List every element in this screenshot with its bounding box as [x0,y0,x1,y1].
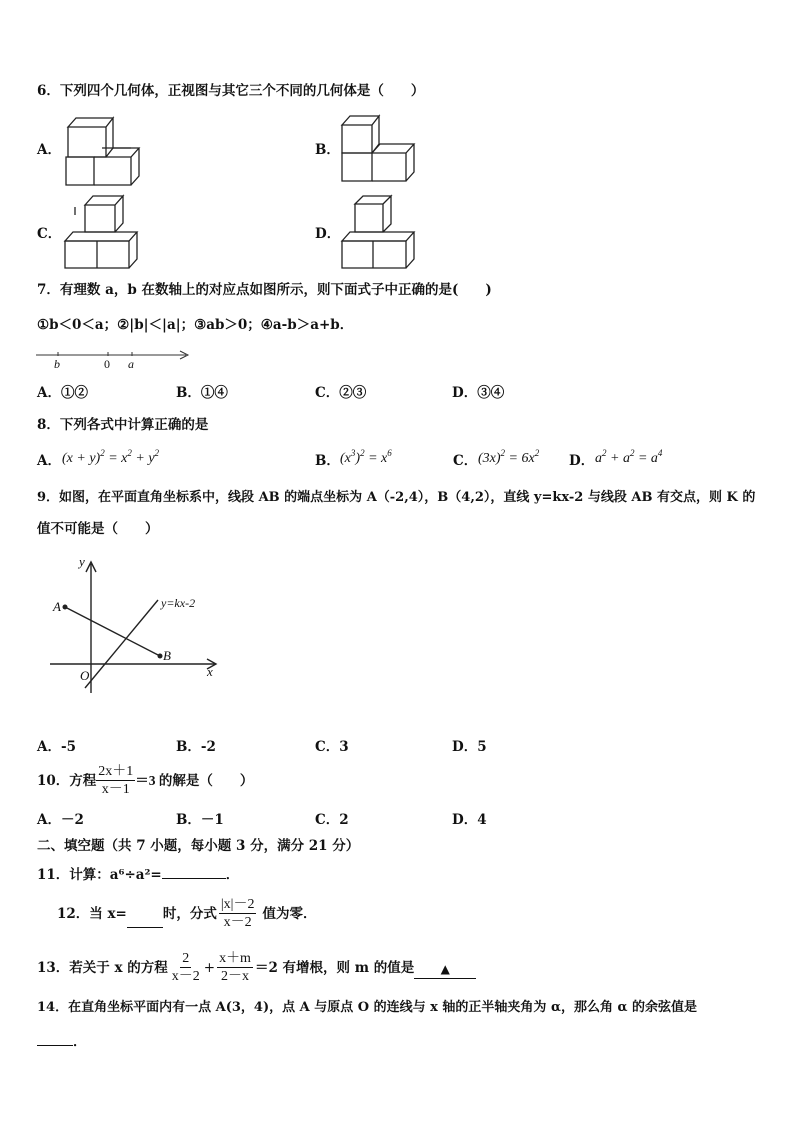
q8-stem: 8．下列各式中计算正确的是 [37,417,209,433]
q11: 11．计算：a⁶÷a²= ． [37,864,239,884]
q8-option-c-label: C． [453,453,478,469]
q6-option-a-label: A． [37,142,61,158]
section-2-heading: 二、填空题（共 7 小题，每小题 3 分，满分 21 分） [37,838,360,854]
q9-x-label: x [207,664,213,679]
q9-origin-label: O [80,668,90,683]
q7-option-c: C．②③ [315,385,367,401]
q11-answer-blank [162,864,226,879]
q9-stem-line1: 9．如图，在平面直角坐标系中，线段 AB 的端点坐标为 A（-2,4），B（4,2），直线 y=kx-2 与线段 AB 有交点，则 K 的 [37,490,756,505]
q7-number-line [36,348,196,374]
q8-option-b-expr: $(x^3)^2 = x^6$ [340,448,392,466]
q6-figure-b [342,115,422,185]
q12-answer-blank [127,913,163,928]
q13-fraction-2: $\frac{x+m}{2-x}$ [219,951,251,984]
q7-label-b: b [54,357,60,371]
q14-answer-blank [37,1031,73,1046]
q7-option-d: D．③④ [452,385,505,401]
q8-option-b-label: B． [315,453,340,469]
q9-coordinate-figure [50,558,225,693]
q9-point-b-label: B [163,648,171,663]
q8-option-c-expr: $(3x)^2 = 6x^2$ [478,448,540,466]
q9-option-c: C．3 [315,739,349,755]
q8-option-d-expr: $a^2 + a^2 = a^4$ [595,448,663,466]
q6-figure-d [342,195,422,269]
q6-option-d-label: D． [315,226,341,242]
q6-figure-c [65,195,145,271]
q10-option-a: A．－2 [37,812,84,828]
q6-stem: 6．下列四个几何体，正视图与其它三个不同的几何体是（ ） [37,83,425,99]
q8-option-d-label: D． [569,453,595,469]
q9-option-a: A．-5 [37,739,76,755]
q14-answer: ． [37,1031,87,1051]
q6-figure-a [66,114,146,186]
q10-option-d: D．4 [452,812,487,828]
q7-option-a: A．①② [37,385,88,401]
q6-option-b-label: B． [315,142,340,158]
q9-stem-line2: 值不可能是（ ） [37,521,159,537]
q7-stem: 7．有理数 a，b 在数轴上的对应点如图所示，则下面式子中正确的是( ) [37,282,492,298]
q9-point-a-label: A [53,599,61,614]
q10-option-c: C．2 [315,812,349,828]
q14-text: 14．在直角坐标平面内有一点 A(3，4)，点 A 与原点 O 的连线与 x 轴的正半轴夹角为 α，那么角 α 的余弦值是 [37,1000,697,1015]
q13-answer-blank [414,960,476,979]
q13: 13．若关于 x 的方程 $\frac{2}{x-2}$ + $\frac{x+m}{2-x}$ ＝2 有增根，则 m 的值是 ▲ [37,950,476,985]
q8-option-a-expr: $(x + y)^2 = x^2 + y^2$ [62,448,160,466]
q12: 12．当 x= 时，分式 $\frac{|x|-2}{x-2}$ 值为零． [57,897,317,930]
q7-label-a: a [128,357,134,371]
q7-statements: ①b＜0＜a；②|b|＜|a|；③ab＞0；④a-b＞a+b． [37,317,354,333]
q9-option-b: B．-2 [176,739,216,755]
q9-option-d: D．5 [452,739,487,755]
q13-fraction-1: $\frac{2}{x-2}$ [171,951,200,984]
q7-option-b: B．①④ [176,385,228,401]
q10-stem: 10．方程 $\frac{2x+1}{x-1}$ ＝3 的解是（ ） [37,764,254,797]
q7-label-zero: 0 [104,357,110,371]
q9-line-label: y=kx-2 [161,596,196,610]
q9-y-label: y [79,554,85,569]
q6-option-c-label: C． [37,226,62,242]
q8-option-a-label: A． [37,453,61,469]
q10-option-b: B．－1 [176,812,224,828]
q12-fraction: $\frac{|x|-2}{x-2}$ [220,897,255,930]
q10-fraction: $\frac{2x+1}{x-1}$ [98,764,134,797]
triangle-marker-icon: ▲ [440,962,450,976]
